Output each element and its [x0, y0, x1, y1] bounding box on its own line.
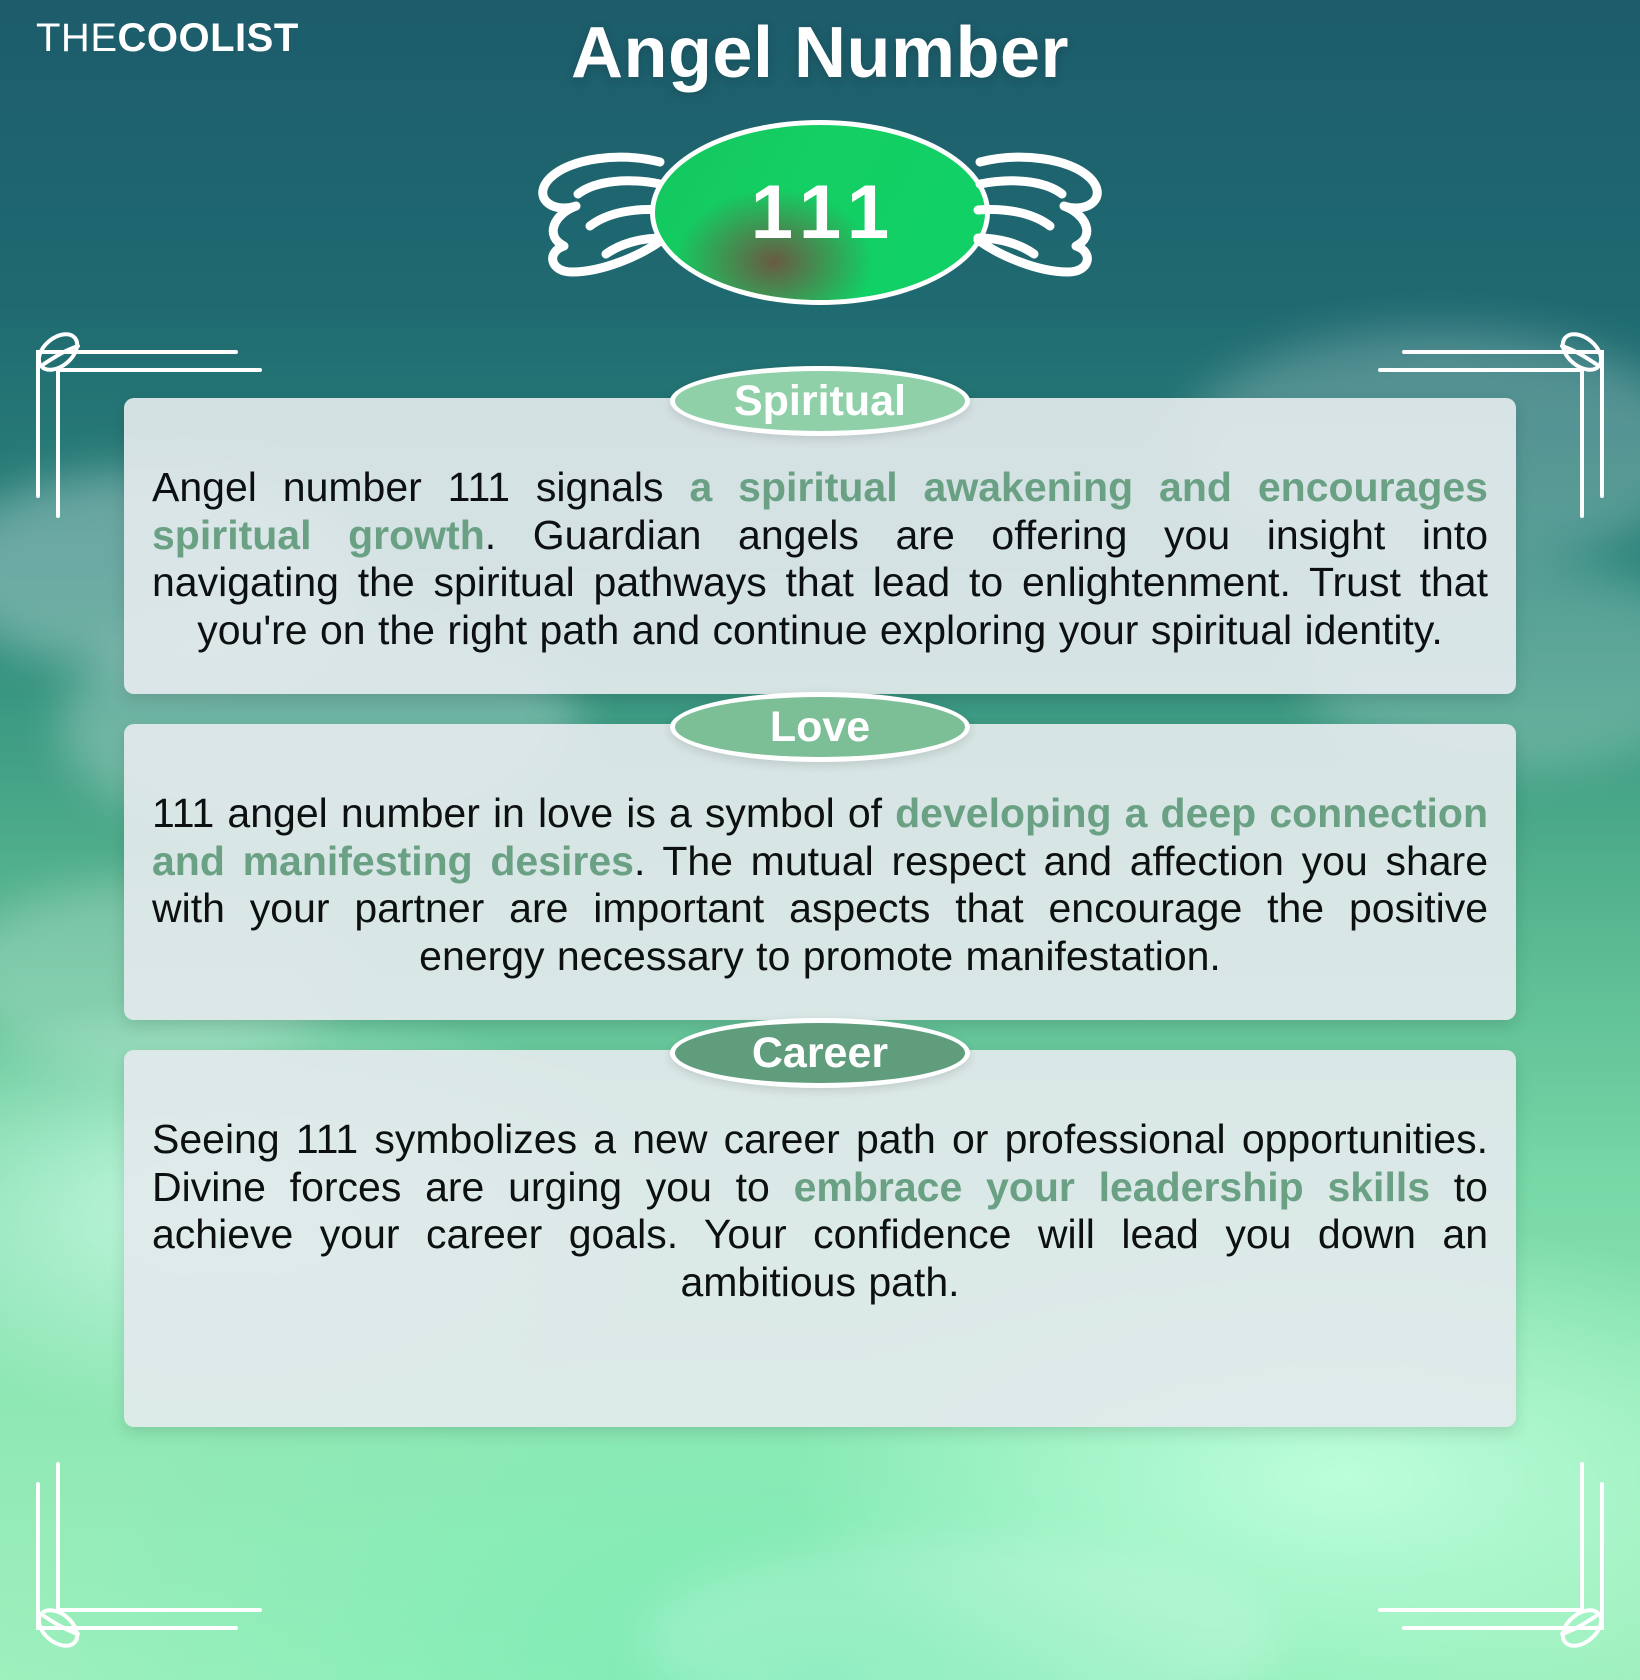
section-text-love [152, 790, 1488, 980]
wing-right-icon [960, 144, 1130, 284]
section-card-love [124, 724, 1516, 1020]
body-text: . Guardian angels are offering you insight into navigating the spiritual pathways that lead to enlightenment. Trust that you're on the right path and continue exploring your spiritual identity. [152, 511, 1489, 653]
number-oval [650, 120, 990, 305]
section-text-spiritual [152, 464, 1488, 654]
highlighted-text: embrace your leadership skills [793, 1163, 1431, 1210]
section-label-career: Career [670, 1018, 970, 1088]
body-text: . The mutual respect and affection you share with your partner are important aspects that encourage the positive energy necessary to promote manifestation. [152, 837, 1489, 979]
sections-container [0, 376, 1640, 1457]
body-text: to achieve your career goals. Your confidence will lead you down an ambitious path. [152, 1163, 1488, 1306]
section-label-spiritual: Spiritual [670, 366, 970, 436]
section-love [0, 702, 1640, 1020]
body-text: Seeing 111 symbolizes a new career path or professional opportunities. Divine forces are urging you to [152, 1116, 1488, 1210]
highlighted-text: a spiritual awakening and encourages spiritual growth [152, 464, 1488, 558]
highlighted-text: developing a deep connection and manifesting desires [152, 790, 1488, 884]
brand-logo-thin: THE [36, 16, 118, 60]
body-text: 111 angel number in love is a symbol of [152, 790, 896, 837]
section-card-spiritual [124, 398, 1516, 694]
brand-logo-bold: COOLIST [117, 16, 299, 60]
section-career [0, 1028, 1640, 1426]
corner-ornament-icon [1370, 1460, 1610, 1650]
page-title: Angel Number [570, 13, 1070, 93]
angel-number-value: 111 [750, 170, 900, 255]
corner-ornament-icon [30, 1460, 270, 1650]
angel-number-badge [510, 120, 1130, 320]
cloud-decoration [640, 1540, 1280, 1680]
section-spiritual [0, 376, 1640, 694]
body-text: Angel number 111 signals [152, 464, 690, 510]
section-card-career [124, 1050, 1516, 1426]
section-label-love: Love [670, 692, 970, 762]
section-text-career [152, 1116, 1488, 1306]
